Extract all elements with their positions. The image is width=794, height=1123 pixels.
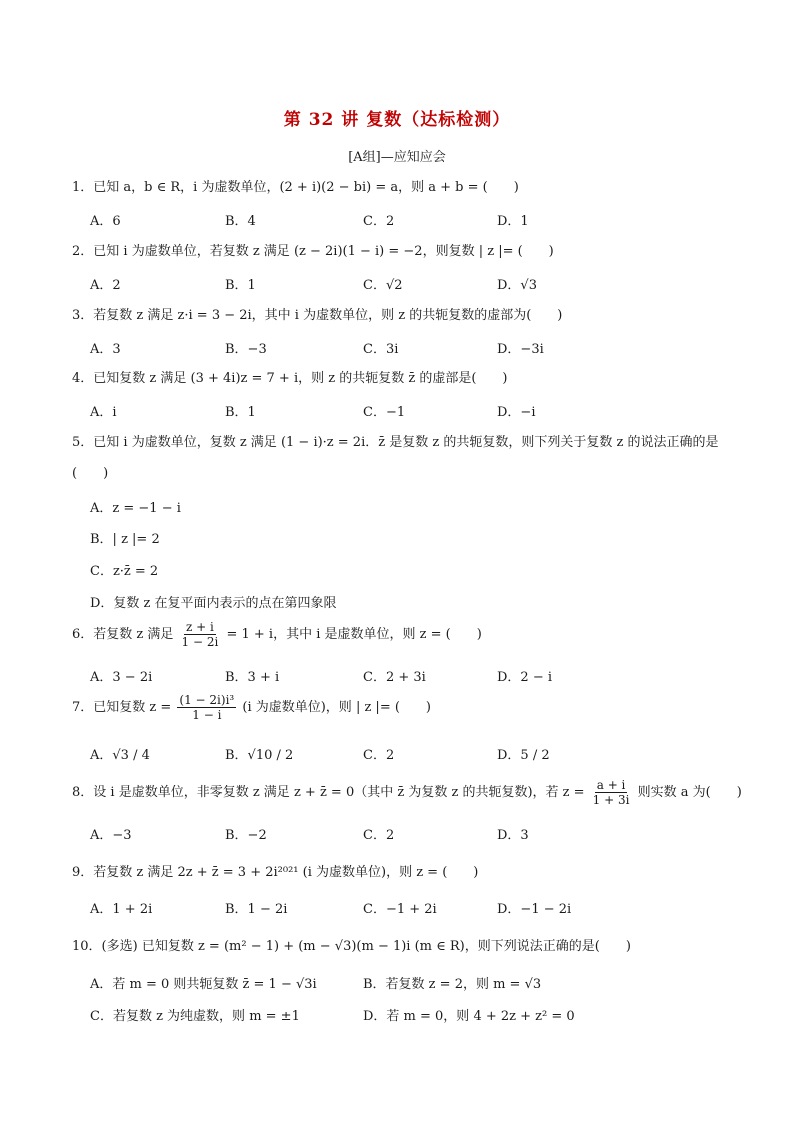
q2-option-a[interactable]: A．2 bbox=[90, 278, 121, 293]
q10-option-c[interactable]: C．若复数 z 为纯虚数，则 m = ±1 bbox=[90, 1009, 300, 1024]
q8-option-d[interactable]: D．3 bbox=[497, 828, 529, 843]
question-10: 10．(多选) 已知复数 z = (m² − 1) + (m − √3)(m − 1)i (m ∈ R)，则下列说法正确的是( ) bbox=[72, 939, 631, 954]
q9-option-d[interactable]: D．−1 − 2i bbox=[497, 902, 572, 917]
q4-option-c[interactable]: C．−1 bbox=[363, 405, 406, 420]
q5-option-b[interactable]: B．| z |= 2 bbox=[90, 532, 160, 547]
section-subtitle: [A组]—应知应会 bbox=[348, 150, 446, 165]
q7-frac-den: 1 − i bbox=[192, 708, 222, 722]
q3-option-a[interactable]: A．3 bbox=[90, 342, 121, 357]
q6-option-d[interactable]: D．2 − i bbox=[497, 670, 553, 685]
q4-option-d[interactable]: D．−i bbox=[497, 405, 536, 420]
question-5: 5．已知 i 为虚数单位，复数 z 满足 (1 − i)·z = 2i．z̄ 是复数 z 的共轭复数，则下列关于复数 z 的说法正确的是 bbox=[72, 435, 719, 450]
q10-option-d[interactable]: D．若 m = 0，则 4 + 2z + z² = 0 bbox=[363, 1009, 575, 1024]
q9-option-b[interactable]: B．1 − 2i bbox=[225, 902, 288, 917]
question-5-bracket: ( ) bbox=[72, 466, 109, 481]
q10-option-a[interactable]: A．若 m = 0 则共轭复数 z̄ = 1 − √3i bbox=[90, 977, 317, 992]
question-3: 3．若复数 z 满足 z·i = 3 − 2i，其中 i 为虚数单位，则 z 的共轭复数的虚部为( ) bbox=[72, 308, 563, 323]
q3-option-d[interactable]: D．−3i bbox=[497, 342, 544, 357]
page-title: 第 32 讲 复数（达标检测） bbox=[283, 110, 511, 130]
q6-fraction bbox=[180, 620, 221, 649]
q6-stem-post: = 1 + i，其中 i 是虚数单位，则 z = ( ) bbox=[226, 627, 482, 642]
question-4: 4．已知复数 z 满足 (3 + 4i)z = 7 + i，则 z 的共轭复数 z̄ 的虚部是( ) bbox=[72, 371, 508, 386]
question-8 bbox=[72, 778, 752, 807]
q8-option-c[interactable]: C．2 bbox=[363, 828, 395, 843]
q6-stem-pre: 6．若复数 z 满足 bbox=[72, 627, 174, 642]
q3-option-c[interactable]: C．3i bbox=[363, 342, 399, 357]
q6-option-a[interactable]: A．3 − 2i bbox=[90, 670, 153, 685]
q2-option-c[interactable]: C．√2 bbox=[363, 278, 403, 293]
question-1: 1．已知 a，b ∈ R，i 为虚数单位，(2 + i)(2 − bi) = a，则 a + b = ( ) bbox=[72, 180, 519, 195]
q1-option-d[interactable]: D．1 bbox=[497, 214, 529, 229]
q7-stem-pre: 7．已知复数 z = bbox=[72, 700, 172, 715]
q2-option-b[interactable]: B．1 bbox=[225, 278, 256, 293]
q5-option-a[interactable]: A．z = −1 − i bbox=[90, 501, 181, 516]
q8-stem-post: 则实数 a 为( ) bbox=[637, 785, 742, 800]
q5-option-c[interactable]: C．z·z̄ = 2 bbox=[90, 564, 159, 579]
q5-option-d[interactable]: D．复数 z 在复平面内表示的点在第四象限 bbox=[90, 596, 337, 611]
q4-option-a[interactable]: A．i bbox=[90, 405, 117, 420]
q6-frac-num: z + i bbox=[186, 620, 214, 634]
question-9: 9．若复数 z 满足 2z + z̄ = 3 + 2i²⁰²¹ (i 为虚数单位)，则 z = ( ) bbox=[72, 865, 479, 880]
q7-option-a[interactable]: A．√3 / 4 bbox=[90, 748, 150, 763]
q3-option-b[interactable]: B．−3 bbox=[225, 342, 267, 357]
q6-frac-den: 1 − 2i bbox=[181, 635, 219, 649]
q1-option-c[interactable]: C．2 bbox=[363, 214, 395, 229]
q7-frac-num: (1 − 2i)i³ bbox=[179, 693, 235, 707]
q7-stem-post: (i 为虚数单位)，则 | z |= ( ) bbox=[242, 700, 431, 715]
q8-frac-den: 1 + 3i bbox=[592, 793, 630, 807]
q7-option-c[interactable]: C．2 bbox=[363, 748, 395, 763]
q8-frac-num: a + i bbox=[596, 778, 626, 792]
q7-option-d[interactable]: D．5 / 2 bbox=[497, 748, 550, 763]
question-7 bbox=[72, 693, 732, 722]
question-2: 2．已知 i 为虚数单位，若复数 z 满足 (z − 2i)(1 − i) = −2，则复数 | z |= ( ) bbox=[72, 244, 554, 259]
q10-option-b[interactable]: B．若复数 z = 2，则 m = √3 bbox=[363, 977, 542, 992]
q6-option-b[interactable]: B．3 + i bbox=[225, 670, 280, 685]
q2-option-d[interactable]: D．√3 bbox=[497, 278, 537, 293]
q4-option-b[interactable]: B．1 bbox=[225, 405, 256, 420]
q6-option-c[interactable]: C．2 + 3i bbox=[363, 670, 426, 685]
q7-fraction bbox=[177, 693, 236, 722]
q8-fraction bbox=[591, 778, 632, 807]
q8-option-b[interactable]: B．−2 bbox=[225, 828, 267, 843]
q8-option-a[interactable]: A．−3 bbox=[90, 828, 132, 843]
q1-option-b[interactable]: B．4 bbox=[225, 214, 256, 229]
q1-option-a[interactable]: A．6 bbox=[90, 214, 121, 229]
q7-option-b[interactable]: B．√10 / 2 bbox=[225, 748, 294, 763]
q9-option-a[interactable]: A．1 + 2i bbox=[90, 902, 153, 917]
question-6 bbox=[72, 620, 732, 649]
q9-option-c[interactable]: C．−1 + 2i bbox=[363, 902, 437, 917]
q8-stem-pre: 8．设 i 是虚数单位，非零复数 z 满足 z + z̄ = 0（其中 z̄ 为复数 z 的共轭复数)，若 z = bbox=[72, 785, 585, 800]
